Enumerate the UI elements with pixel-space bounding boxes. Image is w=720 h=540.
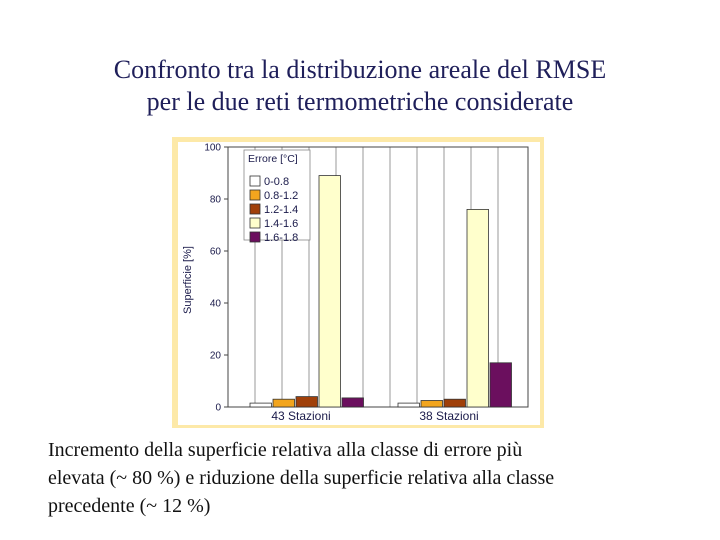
bar-1.4-1.6-38 Stazioni: [467, 209, 489, 407]
legend-swatch: [250, 232, 260, 242]
bar-0.8-1.2-38 Stazioni: [421, 401, 443, 408]
caption-line-1: Incremento della superficie relativa alla classe di errore più: [48, 439, 523, 461]
title-line-2: per le due reti termometriche considerate: [146, 87, 574, 116]
bar-1.6-1.8-38 Stazioni: [490, 363, 512, 407]
bar-1.6-1.8-43 Stazioni: [342, 398, 364, 407]
legend-title: Errore [°C]: [248, 153, 298, 165]
y-tick-label: 80: [209, 194, 221, 206]
legend-label: 0.8-1.2: [264, 190, 299, 202]
x-category-label: 43 Stazioni: [271, 409, 331, 423]
bar-1.2-1.4-38 Stazioni: [444, 399, 466, 407]
y-tick-label: 20: [209, 350, 221, 362]
bar-1.2-1.4-43 Stazioni: [296, 397, 318, 407]
slide-caption: [48, 436, 666, 520]
bar-0-0.8-38 Stazioni: [398, 403, 420, 407]
x-category-label: 38 Stazioni: [419, 409, 479, 423]
caption-line-2: elevata (~ 80 %) e riduzione della superficie relativa alla classe: [48, 467, 555, 489]
y-tick-label: 60: [209, 246, 221, 258]
caption-line-3: precedente (~ 12 %): [48, 495, 211, 517]
bar-0.8-1.2-43 Stazioni: [273, 399, 295, 407]
y-tick-label: 0: [215, 402, 221, 414]
bar-0-0.8-43 Stazioni: [250, 403, 272, 407]
legend-label: 0-0.8: [264, 176, 290, 188]
bar-1.4-1.6-43 Stazioni: [319, 176, 341, 407]
legend-swatch: [250, 204, 260, 214]
legend-label: 1.4-1.6: [264, 218, 299, 230]
legend-swatch: [250, 176, 260, 186]
legend-swatch: [250, 190, 260, 200]
title-line-1: Confronto tra la distribuzione areale del RMSE: [113, 55, 607, 84]
legend-swatch: [250, 218, 260, 228]
y-tick-label: 40: [209, 298, 221, 310]
y-tick-label: 100: [204, 142, 221, 154]
legend-label: 1.2-1.4: [264, 204, 299, 216]
legend-label: 1.6-1.8: [264, 232, 299, 244]
y-axis-label: Superficie [%]: [182, 246, 194, 314]
chart-legend: [244, 150, 310, 244]
